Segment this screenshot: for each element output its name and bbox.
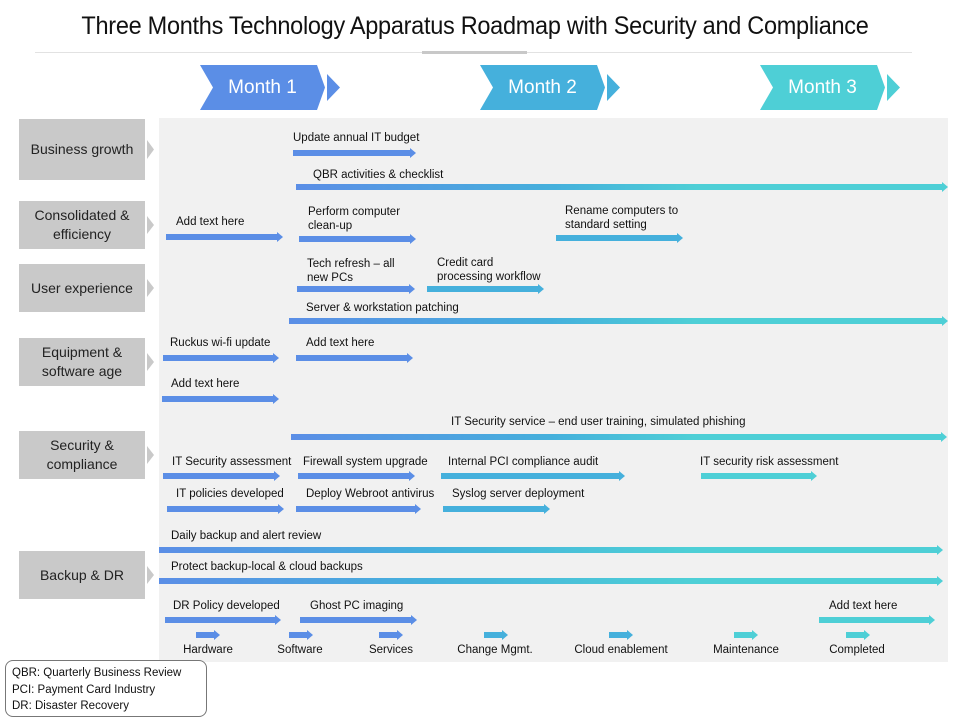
abbreviations-box — [5, 660, 207, 717]
task-bar — [165, 617, 275, 623]
month-1-label: Month 1 — [228, 77, 297, 98]
task-bar — [443, 506, 544, 512]
task-bar — [299, 236, 410, 242]
task-bar — [159, 578, 937, 584]
category-consolidated-efficiency — [19, 201, 157, 249]
legend-change-mgmt-label: Change Mgmt. — [457, 644, 533, 656]
task-bar — [293, 150, 410, 156]
task-bar — [289, 318, 942, 324]
page-title: Three Months Technology Apparatus Roadmap with Security and Compliance — [81, 12, 869, 40]
title-accent-bar — [422, 51, 527, 54]
abbreviation-qbr: QBR: Quarterly Business Review — [12, 667, 182, 679]
task-bar — [297, 286, 409, 292]
task-label: DR Policy developed — [173, 600, 280, 612]
task-bar — [427, 286, 538, 292]
category-security-compliance — [19, 431, 157, 479]
task-label: Firewall system upgrade — [303, 456, 428, 468]
task-bar — [163, 355, 273, 361]
task-bar — [701, 473, 811, 479]
task-label: IT Security assessment — [172, 456, 292, 468]
task-bar — [298, 473, 409, 479]
category-label: Security & compliance — [46, 437, 118, 472]
category-label: Consolidated & efficiency — [34, 207, 130, 242]
legend-hardware-label: Hardware — [183, 644, 233, 656]
category-arrow-icon — [147, 353, 154, 371]
month-3-header — [760, 65, 900, 110]
task-bar — [296, 506, 415, 512]
task-label: Daily backup and alert review — [171, 530, 322, 542]
task-label: IT Security service – end user training, simulated phishing — [451, 416, 746, 428]
legend-cloud-enablement-label: Cloud enablement — [574, 644, 668, 656]
month-2-header — [480, 65, 620, 110]
legend-maintenance-swatch — [734, 632, 752, 638]
task-label: Internal PCI compliance audit — [448, 456, 599, 468]
category-label: User experience — [31, 279, 133, 296]
task-label: Syslog server deployment — [452, 488, 585, 500]
category-arrow-icon — [147, 566, 154, 584]
task-label: Add text here — [306, 337, 375, 349]
task-label: Update annual IT budget — [293, 132, 420, 144]
category-arrow-icon — [147, 446, 154, 464]
task-label: Add text here — [176, 216, 245, 228]
category-equipment-software-age — [19, 338, 157, 386]
month-2-label: Month 2 — [508, 77, 577, 98]
legend-maintenance-label: Maintenance — [713, 644, 779, 656]
category-arrow-icon — [147, 140, 154, 159]
task-bar — [296, 184, 942, 190]
task-label: Tech refresh – all new PCs — [307, 258, 395, 284]
task-bar — [291, 434, 941, 440]
legend-hardware-swatch — [196, 632, 214, 638]
task-label: Add text here — [171, 378, 240, 390]
category-backup-dr — [19, 551, 157, 599]
month-3-arrow-icon — [887, 74, 900, 101]
category-label: Business growth — [30, 141, 134, 157]
legend-services-swatch — [379, 632, 397, 638]
task-label: Deploy Webroot antivirus — [306, 488, 435, 500]
legend-cloud-enablement-swatch — [609, 632, 627, 638]
category-label: Backup & DR — [39, 566, 125, 583]
task-label: Protect backup-local & cloud backups — [171, 561, 363, 573]
task-bar — [556, 235, 677, 241]
task-label: Credit card processing workflow — [437, 257, 541, 283]
month-3-label: Month 3 — [788, 77, 857, 98]
legend-completed-swatch — [846, 632, 864, 638]
category-business-growth — [19, 119, 157, 180]
task-label: Ruckus wi-fi update — [170, 337, 271, 349]
task-label: IT policies developed — [176, 488, 284, 500]
task-bar — [819, 617, 929, 623]
task-label: Rename computers to standard setting — [565, 205, 679, 231]
category-arrow-icon — [147, 279, 154, 297]
abbreviation-pci: PCI: Payment Card Industry — [12, 683, 156, 696]
month-1-arrow-icon — [327, 74, 340, 101]
task-label: Perform computer clean-up — [308, 206, 401, 232]
task-label: IT security risk assessment — [700, 456, 839, 468]
task-bar — [167, 506, 278, 512]
task-bar — [159, 547, 937, 553]
category-label: Equipment & software age — [41, 344, 123, 379]
task-bar — [296, 355, 407, 361]
task-label: Add text here — [829, 600, 898, 612]
task-label: QBR activities & checklist — [313, 169, 444, 181]
category-user-experience — [19, 264, 157, 312]
task-bar — [166, 234, 277, 240]
month-2-arrow-icon — [607, 74, 620, 101]
legend-change-mgmt-swatch — [484, 632, 502, 638]
task-label: Ghost PC imaging — [310, 600, 404, 612]
legend-services-label: Services — [368, 644, 414, 656]
abbreviation-dr: DR: Disaster Recovery — [12, 700, 129, 712]
category-arrow-icon — [147, 216, 154, 234]
legend-software-label: Software — [277, 644, 323, 656]
task-label: Server & workstation patching — [306, 302, 459, 314]
task-bar — [163, 473, 274, 479]
task-bar — [162, 396, 273, 402]
legend-software-swatch — [289, 632, 307, 638]
task-bar — [300, 617, 411, 623]
task-bar — [441, 473, 619, 479]
month-1-header — [200, 65, 340, 110]
legend-completed-label: Completed — [829, 644, 885, 656]
